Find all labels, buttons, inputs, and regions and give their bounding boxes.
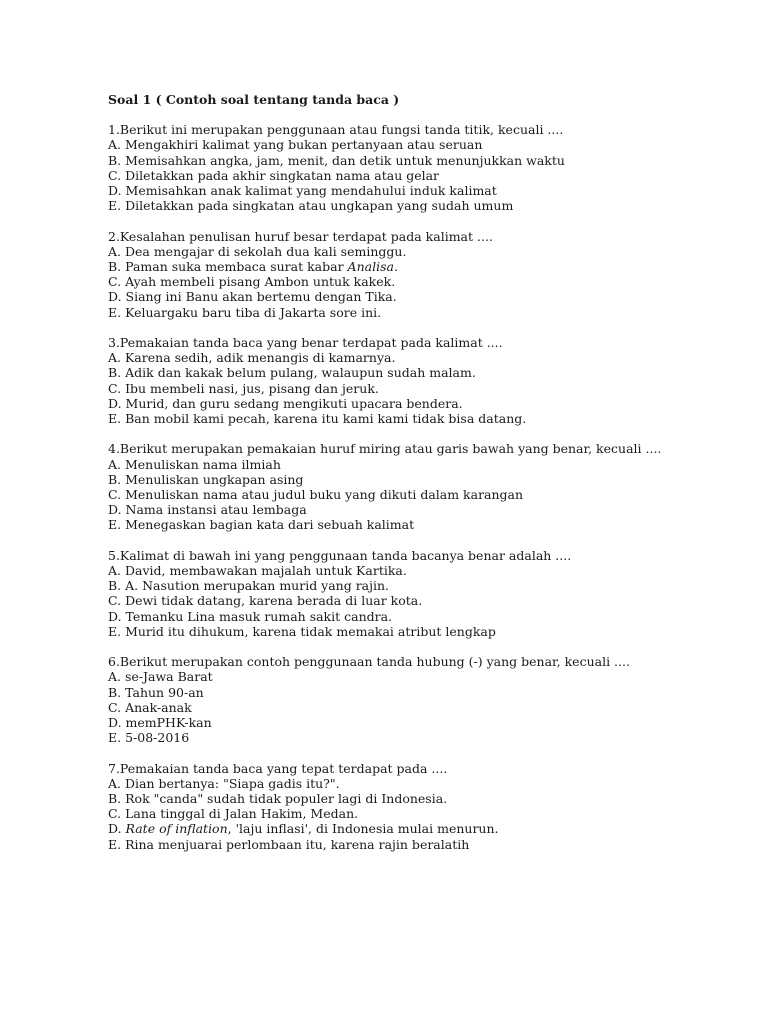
- answer-option: A. Dian bertanya: "Siapa gadis itu?".: [108, 775, 340, 791]
- answer-option: D. Temanku Lina masuk rumah sakit candra.: [108, 608, 393, 624]
- question-list: [108, 122, 708, 852]
- question-stem: 2.Kesalahan penulisan huruf besar terdapat pada kalimat ....: [108, 228, 493, 244]
- question-stem: 4.Berikut merupakan pemakaian huruf miring atau garis bawah yang benar, kecuali ....: [108, 441, 662, 457]
- answer-option: B. Memisahkan angka, jam, menit, dan detik untuk menunjukkan waktu: [108, 152, 565, 168]
- answer-option: C. Lana tinggal di Jalan Hakim, Medan.: [108, 806, 359, 822]
- question-stem: 7.Pemakaian tanda baca yang tepat terdapat pada ....: [108, 760, 448, 776]
- option-text: D.: [108, 821, 126, 837]
- answer-option: E. Keluargaku baru tiba di Jakarta sore ini.: [108, 304, 382, 320]
- answer-option: D. Siang ini Banu akan bertemu dengan Tika.: [108, 289, 397, 305]
- answer-option: A. se-Jawa Barat: [108, 669, 213, 685]
- question-3: [108, 335, 708, 426]
- answer-option: D. Nama instansi atau lembaga: [108, 502, 307, 518]
- answer-option: A. Mengakhiri kalimat yang bukan pertanyaan atau seruan: [108, 137, 483, 153]
- answer-option: C. Ibu membeli nasi, jus, pisang dan jeruk.: [108, 380, 379, 396]
- question-stem: 5.Kalimat di bawah ini yang penggunaan tanda bacanya benar adalah ....: [108, 547, 572, 563]
- answer-option: A. Karena sedih, adik menangis di kamarnya.: [108, 350, 396, 366]
- answer-option: E. Murid itu dihukum, karena tidak memakai atribut lengkap: [108, 623, 496, 639]
- question-4: [108, 441, 708, 532]
- option-text: .: [393, 259, 398, 275]
- answer-option: E. Ban mobil kami pecah, karena itu kami kami tidak bisa datang.: [108, 411, 527, 427]
- answer-option: E. 5-08-2016: [108, 730, 190, 746]
- answer-option: C. Ayah membeli pisang Ambon untuk kakek.: [108, 274, 396, 290]
- answer-option: D. Memisahkan anak kalimat yang mendahului induk kalimat: [108, 183, 497, 199]
- option-italic-text: Rate of inflation: [125, 821, 228, 837]
- question-6: [108, 654, 708, 745]
- answer-option: B. Adik dan kakak belum pulang, walaupun sudah malam.: [108, 365, 476, 381]
- answer-option: A. Dea mengajar di sekolah dua kali seminggu.: [108, 243, 407, 259]
- answer-option: B. Rok "canda" sudah tidak populer lagi di Indonesia.: [108, 791, 448, 807]
- document-title: Soal 1 ( Contoh soal tentang tanda baca ): [108, 92, 400, 107]
- answer-option: D. Murid, dan guru sedang mengikuti upacara bendera.: [108, 395, 463, 411]
- question-5: [108, 548, 708, 639]
- answer-option: A. Menuliskan nama ilmiah: [108, 456, 281, 472]
- answer-option: A. David, membawakan majalah untuk Kartika.: [108, 563, 407, 579]
- answer-option: B. A. Nasution merupakan murid yang rajin.: [108, 578, 390, 594]
- answer-option: C. Dewi tidak datang, karena berada di luar kota.: [108, 593, 423, 609]
- question-7: [108, 761, 708, 852]
- option-text: B. Paman suka membaca surat kabar: [108, 259, 348, 275]
- document-page: [108, 92, 708, 867]
- answer-option: D. memPHK-kan: [108, 715, 212, 731]
- question-1: [108, 122, 708, 213]
- answer-option: E. Rina menjuarai perlombaan itu, karena rajin beralatih: [108, 836, 470, 852]
- option-text: , 'laju inflasi', di Indonesia mulai menurun.: [227, 821, 499, 837]
- question-stem: 3.Pemakaian tanda baca yang benar terdapat pada kalimat ....: [108, 335, 503, 351]
- question-stem: 1.Berikut ini merupakan penggunaan atau fungsi tanda titik, kecuali ....: [108, 122, 564, 138]
- answer-option: E. Diletakkan pada singkatan atau ungkapan yang sudah umum: [108, 198, 514, 214]
- answer-option: B. Menuliskan ungkapan asing: [108, 471, 304, 487]
- option-italic-text: Analisa: [347, 259, 394, 275]
- answer-option: C. Menuliskan nama atau judul buku yang dikuti dalam karangan: [108, 487, 524, 503]
- answer-option: E. Menegaskan bagian kata dari sebuah kalimat: [108, 517, 415, 533]
- answer-option: B. Tahun 90-an: [108, 684, 204, 700]
- answer-option: C. Diletakkan pada akhir singkatan nama atau gelar: [108, 167, 440, 183]
- question-stem: 6.Berikut merupakan contoh penggunaan tanda hubung (-) yang benar, kecuali ....: [108, 654, 630, 670]
- answer-option: C. Anak-anak: [108, 699, 192, 715]
- question-2: [108, 229, 708, 320]
- answer-option: [108, 259, 708, 274]
- answer-option: [108, 821, 708, 836]
